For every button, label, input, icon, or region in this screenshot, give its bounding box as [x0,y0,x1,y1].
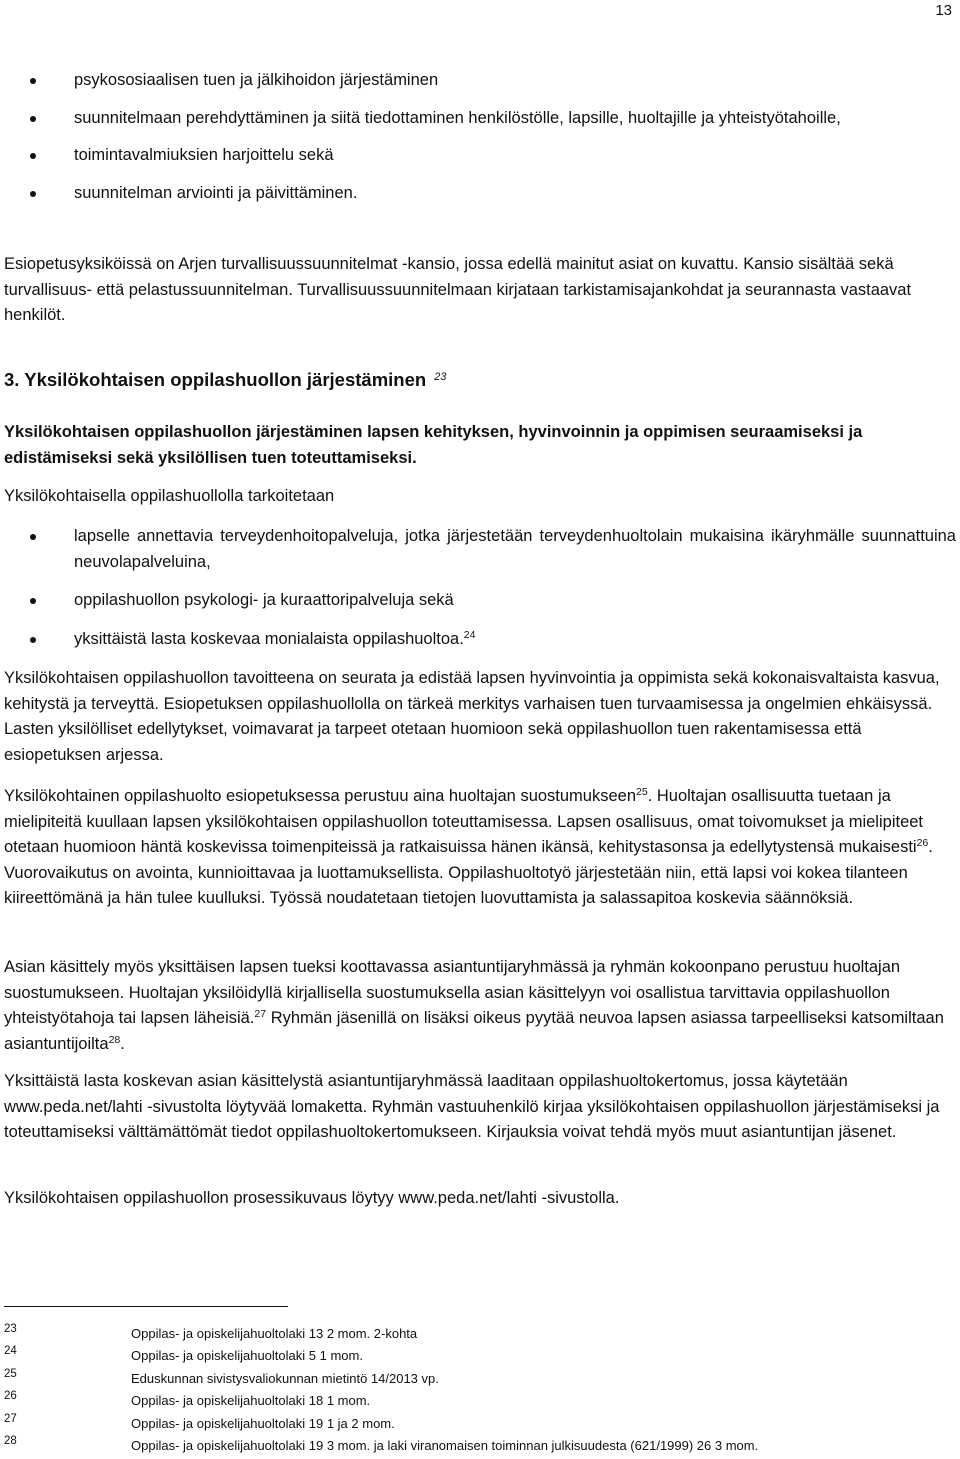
footnote-separator [4,1306,288,1307]
list-item: yksittäistä lasta koskevaa monialaista oppilashuoltoa.$^{24}$ [4,627,956,653]
goal-paragraph: Yksilökohtaisen oppilashuollon tavoitteena on seurata ja edistää lapsen hyvinvointia ja oppimista sekä kokonaisvaltaista kasvua, kehitystä ja terveyttä. Esiopetuksen oppilashuollolla on tärkeä merkitys varhaisen tuen turvaamisessa ja ongelmien ehkäisyssä. Lasten yksilölliset edellytykset, voimavarat ja tarpeet otetaan huomioon sekä oppilashuollon tuen rakentamisessa että esiopetuksen arjessa. [4,669,940,764]
list-item: suunnitelmaan perehdyttäminen ja siitä tiedottaminen henkilöstölle, lapsille, huoltajille ja yhteistyötahoille, [4,106,956,132]
record-paragraph: Yksittäistä lasta koskevan asian käsittelystä asiantuntijaryhmässä laaditaan oppilashuoltokertomus, jossa käytetään www.peda.net/lahti -sivustolta löytyvää lomaketta. Ryhmän vastuuhenkilö kirjaa yksilökohtaisen oppilashuollon järjestämiseksi ja toteuttamiseksi välttämättömät tiedot oppilashuoltokertomukseen. Kirjauksia voivat tehdä myös muut asiantuntijan jäsenet. [4,1072,940,1141]
bullet-icon [30,78,36,84]
bullet-icon [30,116,36,122]
consent-paragraph: Yksilökohtainen oppilashuolto esiopetuksessa perustuu aina huoltajan suostumukseen$^{25}$. Huoltajan osallisuutta tuetaan ja mielipiteitä kuullaan lapsen yksilökohtaisen oppilashuollon toteuttamisessa. Lapsen osallisuus, omat toivomukset ja mielipiteet otetaan huomioon häntä koskevissa toimenpiteissä ja ratkaisuissa hänen ikänsä, kehitystasonsa ja edellytystensä mukaisesti$^{26}$. Vuorovaikutus on avointa, kunnioittavaa ja luottamuksellista. Oppilashuoltotyö järjestetään niin, että lapsi voi kokea tilanteen kiireettömänä ja hän tulee kuulluksi. Työssä noudatetaan tietojen luovuttamista ja salassapitoa koskevia säännöksiä. [4,786,933,907]
intro-paragraph: Esiopetusyksiköissä on Arjen turvallisuussuunnitelmat -kansio, jossa edellä mainitut asiat on kuvattu. Kansio sisältää sekä turvallisuus- että pelastussuunnitelman. Turvallisuussuunnitelmaan kirjataan tarkistamisajankohdat ja seurannasta vastaavat henkilöt. [4,255,912,324]
bullet-icon [30,191,36,197]
bullet-icon [30,598,36,604]
process-paragraph: Yksilökohtaisen oppilashuollon prosessikuvaus löytyy www.peda.net/lahti -sivustolla. [4,1189,620,1207]
section-title: 3. Yksilökohtaisen oppilashuollon järjestäminen $^{23}$ [4,369,447,390]
page-number: 13 [935,2,952,19]
bullet-icon [30,637,36,643]
bullet-icon [30,534,36,540]
footnote-ref: 23 [434,371,447,383]
list-item: oppilashuollon psykologi- ja kuraattoripalveluja sekä [4,588,956,614]
footnote-ref: 25 [636,786,648,798]
top-bullet-list [4,68,956,206]
purpose-bullet-list-block [4,524,956,664]
footnote-ref: 24 [463,628,476,641]
footnote-ref: 27 [254,1008,267,1020]
footnote-ref: 26 [916,837,929,849]
list-item: toimintavalmiuksien harjoittelu sekä [4,143,956,169]
top-bullet-list-block [4,68,956,218]
expert-group-paragraph: Asian käsittely myös yksittäisen lapsen tueksi koottavassa asiantuntijaryhmässä ja ryhmän kokoonpano perustuu huoltajan suostumukseen. Huoltajan yksilöidyllä kirjallisella suostumuksella asian käsittelyyn voi osallistua tarvittavia oppilashuollon yhteistyötahoja tai lapsen läheisiä.$^{27}$ Ryhmän jäsenillä on lisäksi oikeus pyytää neuvoa lapsen asiassa tarpeelliseksi katsomiltaan asiantuntijoilta$^{28}$. [4,958,944,1053]
list-item: suunnitelman arviointi ja päivittäminen. [4,181,956,207]
bullet-icon [30,153,36,159]
footnote-ref: 28 [108,1033,121,1046]
purpose-bullet-list [4,524,956,652]
purpose-intro: Yksilökohtaisella oppilashuollolla tarkoitetaan [4,487,335,505]
section-lead: Yksilökohtaisen oppilashuollon järjestäminen lapsen kehityksen, hyvinvoinnin ja oppimisen seuraamiseksi ja edistämiseksi sekä yksilöllisen tuen toteuttamiseksi. [4,423,863,467]
list-item: lapselle annettavia terveydenhoitopalveluja, jotka järjestetään terveydenhuoltolain mukaisina ikäryhmälle suunnattuina neuvolapalveluina, [4,524,956,575]
list-item: psykososiaalisen tuen ja jälkihoidon järjestäminen [4,68,956,94]
